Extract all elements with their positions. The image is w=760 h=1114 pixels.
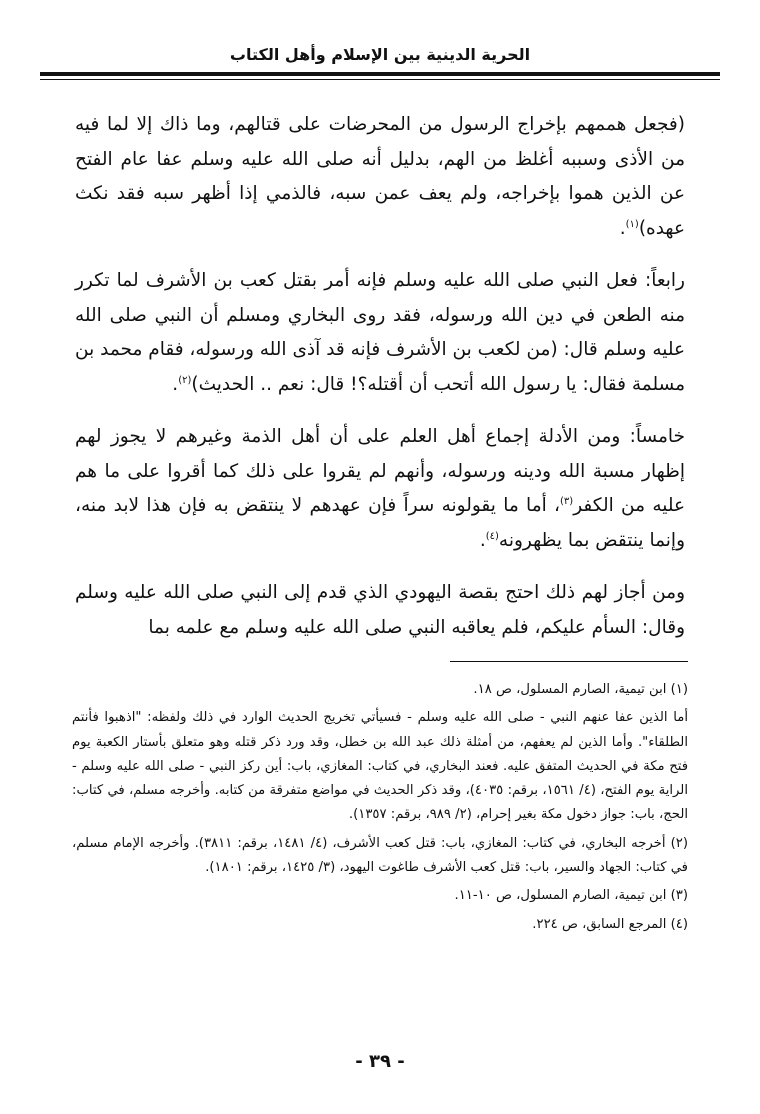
paragraph-3-text-b: ، أما ما يقولونه سراً فإن عهدهم لا ينتقض به فإن هذا لابد منه، وإنما ينتقض بما يظهرونه [75,495,685,551]
paragraph-2-end: . [172,373,179,395]
footnote-ref-4: (٤) [485,530,499,542]
main-text [75,108,685,663]
paragraph-1-text: (فجعل هممهم بإخراج الرسول من المحرضات على قتالهم، وما ذاك إلا لما فيه من الأذى وسببه أغلظ من الهم، بدليل أنه صلى الله عليه وسلم عفا عام الفتح عن الذين هموا بإخراجه، ولم يعف عمن سبه، فالذمي إذا أظهر سبه فقد نكث عهده) [75,114,685,239]
footnote-4: (٤) المرجع السابق، ص ٢٢٤. [532,916,688,932]
footnote-ref-2: (٢) [178,374,192,386]
paragraph-4-text: ومن أجاز لهم ذلك احتج بقصة اليهودي الذي قدم إلى النبي صلى الله عليه وسلم وقال: السأم عليكم، فلم يعاقبه النبي صلى الله عليه وسلم مع علمه بما [75,582,685,638]
paragraph-3 [75,420,685,558]
footnote-separator [450,661,688,662]
running-head-title: الحرية الدينية بين الإسلام وأهل الكتاب [229,45,531,64]
footnote-2: (٢) أخرجه البخاري، في كتاب: المغازي، باب: قتل كعب الأشرف، (٤/ ١٤٨١، برقم: ٣٨١١). وأخرجه الإمام مسلم، في كتاب: الجهاد والسير، باب: قتل كعب الأشرف طاغوت اليهود، (٣/ ١٤٢٥، برقم: ١٨٠١). [72,835,688,876]
footnote-1: (١) ابن تيمية، الصارم المسلول، ص ١٨. [473,682,688,697]
page-number: - ٣٩ - [355,1051,405,1072]
footnote-3: (٣) ابن تيمية، الصارم المسلول، ص ١٠-١١. [454,888,688,904]
footnotes [72,678,688,941]
footnote-ref-1: (١) [625,218,639,230]
paragraph-4 [75,576,685,645]
paragraph-3-end: . [479,529,486,551]
paragraph-2-text: رابعاً: فعل النبي صلى الله عليه وسلم فإنه أمر بقتل كعب بن الأشرف لما تكرر منه الطعن في دين الله ورسوله، فقد روى البخاري ومسلم أن النبي صلى الله عليه وسلم قال: (من لكعب بن الأشرف فإنه قد آذى الله ورسوله، فقام محمد بن مسلمة فقال: يا رسول الله أتحب أن أقتله؟! قال: نعم .. الحديث) [75,270,685,395]
paragraph-1 [75,108,685,246]
header-rule-thick [40,72,720,76]
footnote-1-continuation: أما الذين عفا عنهم النبي - صلى الله عليه وسلم - فسيأتي تخريج الحديث الوارد في ذلك ولفظه: "اذهبوا فأنتم الطلقاء". وأما الذين لم يعفهم، من أمثلة ذلك عبد الله بن خطل، وقد ورد ذكر قتله وهو متعلق بأستار الكعبة يوم فتح مكة في الحديث المتفق عليه. فعند البخاري، في كتاب: المغازي، باب: أين ركز النبي - صلى الله عليه وسلم - الراية يوم الفتح، (٤/ ١٥٦١، برقم: ٤٠٣٥)، وقد ذكر الحديث في مواضع متفرقة من كتابه. وأخرجه مسلم، في كتاب: الحج، باب: جواز دخول مكة بغير إحرام، (٢/ ٩٨٩، برقم: ١٣٥٧). [72,710,688,823]
footnote-ref-3: (٣) [560,495,574,507]
paragraph-3-text-a: خامساً: ومن الأدلة إجماع أهل العلم على أن أهل الذمة وغيرهم لا يجوز لهم إظهار مسبة الله ودينه ورسوله، وأنهم لم يقروا على ذلك كما أقروا على ما هم عليه من الكفر [75,426,686,516]
paragraph-2 [75,264,685,402]
header-rule-thin [40,79,720,80]
paragraph-1-end: . [619,217,626,239]
